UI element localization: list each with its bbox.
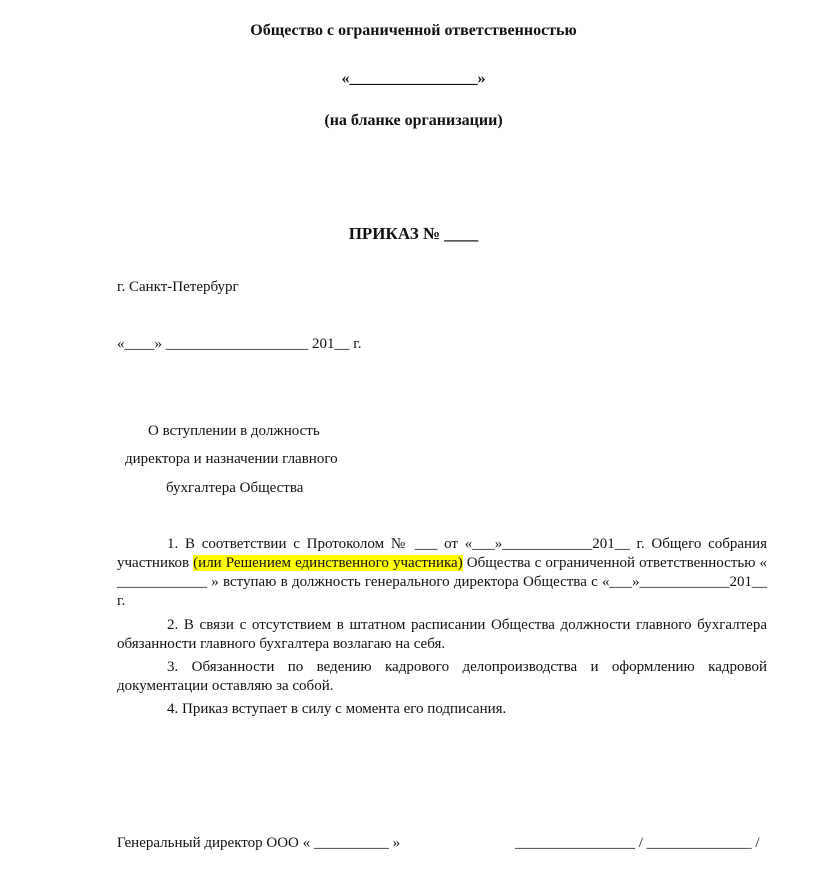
signature-lines: ________________ / ______________ / — [515, 835, 760, 851]
paragraph-2 — [117, 616, 767, 654]
subject-line-3: бухгалтера Общества — [166, 480, 304, 496]
letterhead-note: (на бланке организации) — [324, 112, 503, 129]
highlighted-note: (или Решением единственного участника) — [193, 555, 463, 571]
org-quote-blank: «________________» — [341, 70, 486, 87]
paragraph-3 — [117, 658, 767, 696]
order-title: ПРИКАЗ № ____ — [348, 224, 479, 243]
paragraph-4 — [117, 700, 767, 719]
paragraph-1 — [117, 535, 767, 611]
org-name: Общество с ограниченной ответственностью — [250, 22, 577, 39]
date-line: «____» ___________________ 201__ г. — [117, 336, 362, 352]
paragraph-3-text: 3. Обязанности по ведению кадрового делопроизводства и оформлению кадровой документации оставляю за собой. — [117, 659, 767, 694]
signature-position: Генеральный директор ООО « __________ » — [117, 835, 401, 851]
paragraph-1-start: 1. В соответствии с Протоколом № ___ от «___»____________201__ г. Общего собрания участников — [117, 536, 767, 571]
paragraph-1-end: Общества с ограниченной ответственностью « ____________ » вступаю в должность генерального директора Общества с «___»____________201__ г. — [117, 555, 768, 609]
subject-line-1: О вступлении в должность — [148, 423, 320, 439]
paragraph-2-text: 2. В связи с отсутствием в штатном расписании Общества должности главного бухгалтера обязанности главного бухгалтера возлагаю на себя. — [117, 617, 767, 652]
city-line: г. Санкт-Петербург — [117, 279, 239, 295]
subject-line-2: директора и назначении главного — [125, 451, 338, 467]
paragraph-4-text: 4. Приказ вступает в силу с момента его подписания. — [167, 701, 507, 717]
